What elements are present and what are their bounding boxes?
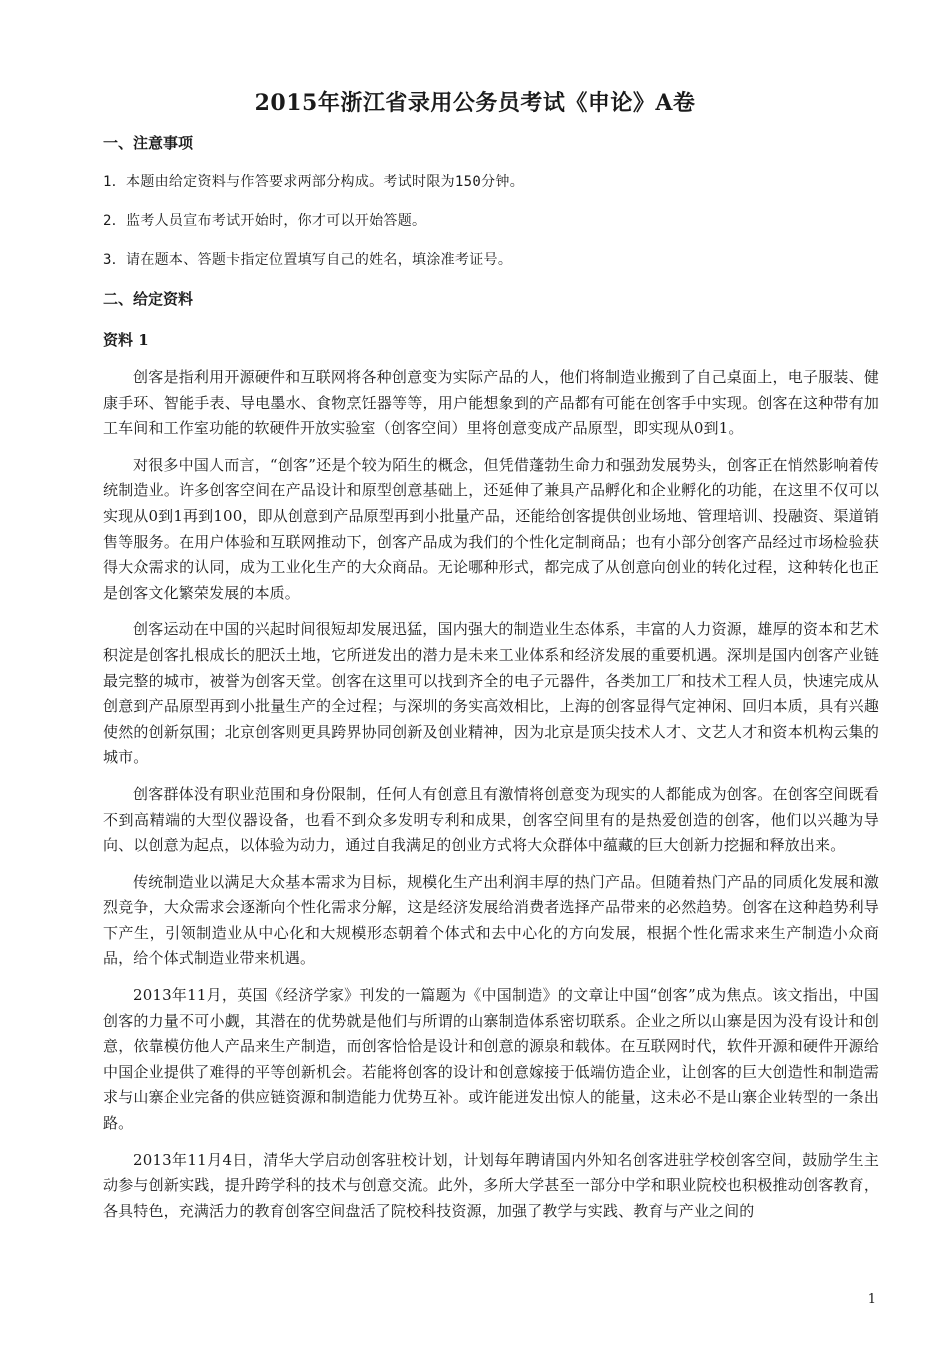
paragraph: 创客群体没有职业范围和身份限制，任何人有创意且有激情将创意变为现实的人都能成为创客。在创客空间既看不到高精端的大型仪器设备，也看不到众多发明专利和成果，创客空间里有的是热爱创造的创客，他们以兴趣为导向、以创意为起点，以体验为动力，通过自我满足的创业方式将大众群体中蕴藏的巨大创新力挖掘和释放出来。 bbox=[103, 784, 879, 855]
section-heading-materials: 二、给定资料 bbox=[103, 290, 194, 308]
section-heading-notes: 一、注意事项 bbox=[103, 134, 194, 152]
paragraph: 创客是指利用开源硬件和互联网将各种创意变为实际产品的人，他们将制造业搬到了自己桌面上，电子服装、健康手环、智能手表、导电墨水、食物烹饪器等等，用户能想象到的产品都有可能在创客手中实现。创客在这种带有加工车间和工作室功能的软硬件开放实验室（创客空间）里将创意变成产品原型，即实现从0到1。 bbox=[103, 368, 879, 438]
page-number: 1 bbox=[867, 1292, 876, 1307]
document-title: 2015年浙江省录用公务员考试《申论》A卷 bbox=[254, 90, 696, 116]
paragraph: 2013年11月，英国《经济学家》刊发的一篇题为《中国制造》的文章让中国“创客”成为焦点。该文指出，中国创客的力量不可小觑，其潜在的优势就是他们与所谓的山寨制造体系密切联系。企业之所以山寨是因为没有设计和创意，依靠模仿他人产品来生产制造，而创客恰恰是设计和创意的源泉和载体。在互联网时代，软件开源和硬件开源给中国企业提供了难得的平等创新机会。若能将创客的设计和创意嫁接于低端仿造企业，让创客的巨大创造性和制造需求与山寨企业完备的供应链资源和制造能力优势互补。或许能迸发出惊人的能量，这未必不是山寨企业转型的一条出路。 bbox=[103, 986, 879, 1133]
paragraph: 2013年11月4日，清华大学启动创客驻校计划，计划每年聘请国内外知名创客进驻学校创客空间，鼓励学生主动参与创新实践，提升跨学科的技术与创意交流。此外，多所大学甚至一部分中学和职业院校也积极推动创客教育，各具特色，充满活力的教育创客空间盘活了院校科技资源，加强了教学与实践、教育与产业之间的 bbox=[103, 1150, 879, 1220]
note-item-3: 3．请在题本、答题卡指定位置填写自己的姓名，填涂准考证号。 bbox=[103, 252, 513, 268]
paragraph: 对很多中国人而言，“创客”还是个较为陌生的概念，但凭借蓬勃生命力和强劲发展势头，创客正在悄然影响着传统制造业。许多创客空间在产品设计和原型创意基础上，还延伸了兼具产品孵化和企业孵化的功能，在这里不仅可以实现从0到1再到100，即从创意到产品原型再到小批量产品，还能给创客提供创业场地、管理培训、投融资、渠道销售等服务。在用户体验和互联网推动下，创客产品成为我们的个性化定制商品；也有小部分创客产品经过市场检验获得大众需求的认同，成为工业化生产的大众商品。无论哪种形式，都完成了从创意向创业的转化过程，这种转化也正是创客文化繁荣发展的本质。 bbox=[103, 455, 879, 602]
note-item-2: 2．监考人员宣布考试开始时，你才可以开始答题。 bbox=[103, 213, 427, 229]
source-label: 资料 1 bbox=[103, 331, 149, 349]
paragraph: 传统制造业以满足大众基本需求为目标，规模化生产出利润丰厚的热门产品。但随着热门产品的同质化发展和激烈竞争，大众需求会逐渐向个性化需求分解，这是经济发展给消费者选择产品带来的必然趋势。创客在这种趋势利导下产生，引领制造业从中心化和大规模形态朝着个体式和去中心化的方向发展，根据个性化需求来生产制造小众商品，给个体式制造业带来机遇。 bbox=[103, 872, 879, 968]
note-item-1: 1．本题由给定资料与作答要求两部分构成。考试时限为150分钟。 bbox=[103, 174, 525, 190]
paragraph: 创客运动在中国的兴起时间很短却发展迅猛，国内强大的制造业生态体系，丰富的人力资源，雄厚的资本和艺术积淀是创客扎根成长的肥沃土地，它所迸发出的潜力是未来工业体系和经济发展的重要机遇。深圳是国内创客产业链最完整的城市，被誉为创客天堂。创客在这里可以找到齐全的电子元器件，各类加工厂和技术工程人员，快速完成从创意到产品原型再到小批量生产的全过程；与深圳的务实高效相比，上海的创客显得气定神闲、回归本质，具有兴趣使然的创新氛围；北京创客则更具跨界协同创新及创业精神，因为北京是顶尖技术人才、文艺人才和资本机构云集的城市。 bbox=[103, 620, 879, 767]
document-content bbox=[103, 128, 879, 1235]
